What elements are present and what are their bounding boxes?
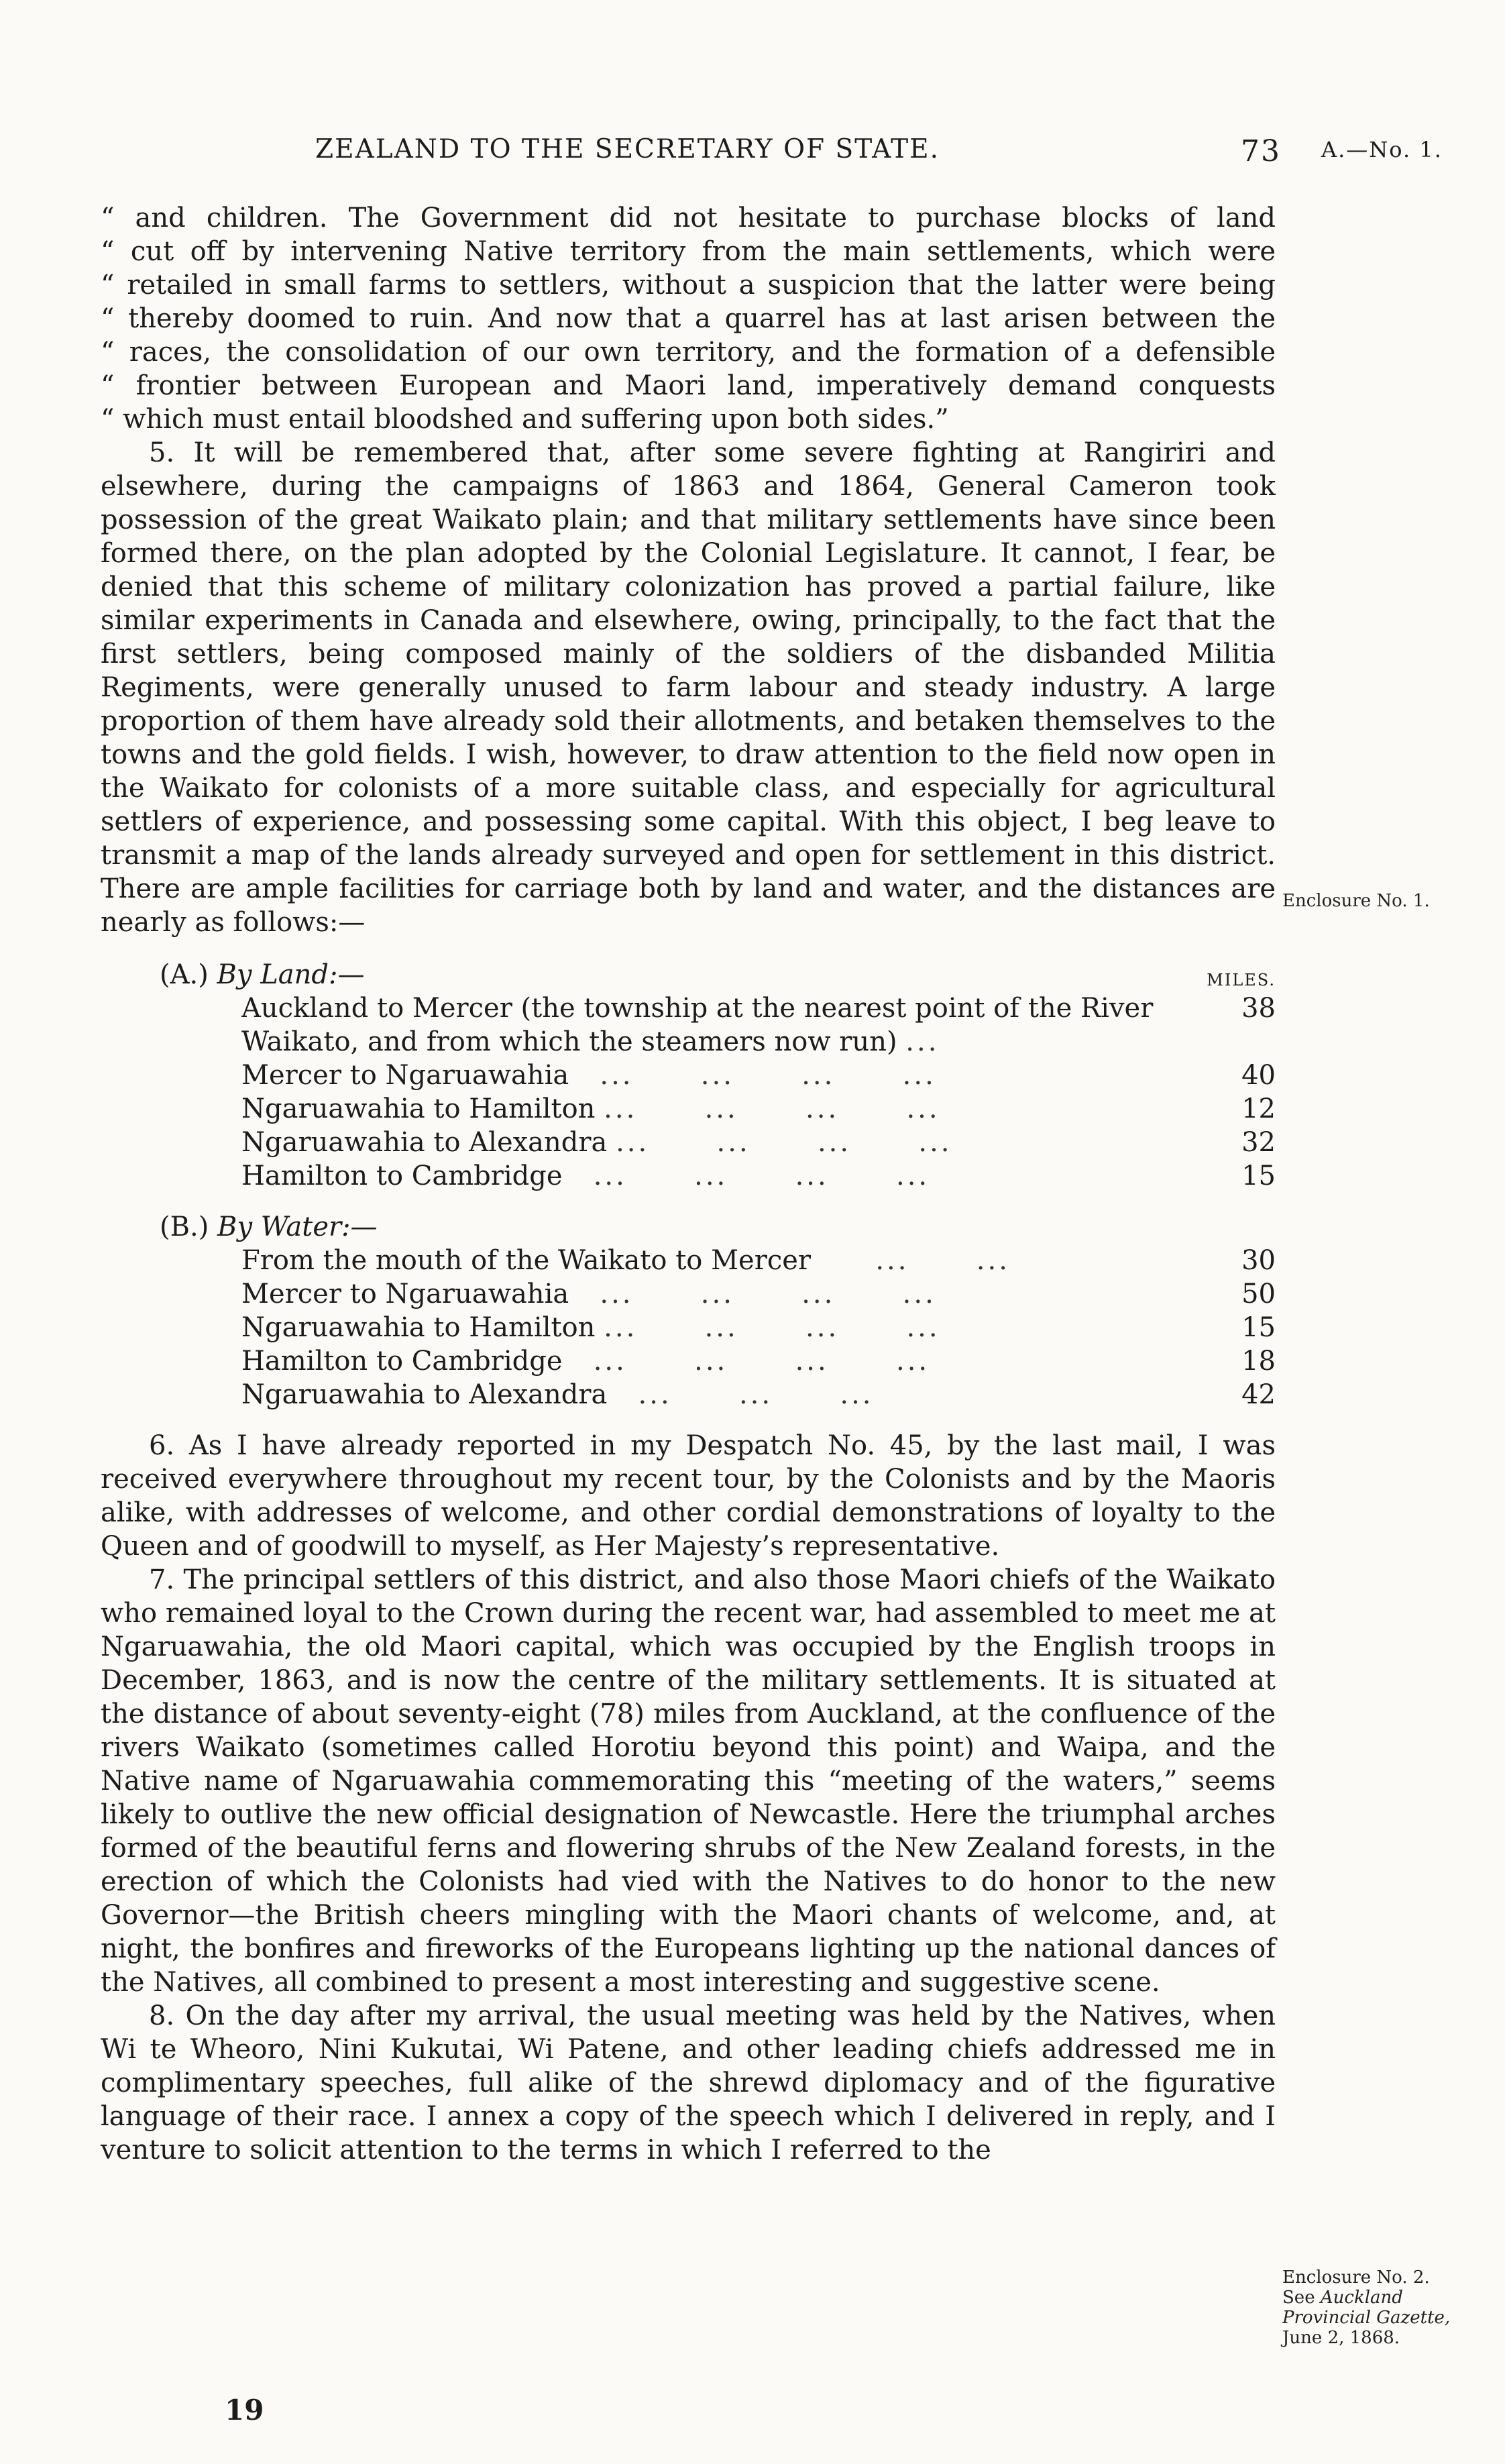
paragraph-5: 5. It will be remembered that, after some severe fighting at Rangiriri and elsewhere, during the campaigns of 1863 and 1864, General Cameron took possession of the great Waikato plain; and that military settlements have since been formed there, on the plan adopted by the Colonial Legislature. It cannot, I fear, be denied that this scheme of military colonization has proved a partial failure, like similar experiments in Canada and elsewhere, owing, principally, to the fact that the first settlers, being composed mainly of the soldiers of the disbanded Militia Regiments, were generally unused to farm labour and steady industry. A large proportion of them have already sold their allotments, and betaken themselves to the towns and the gold fields. I wish, however, to draw attention to the field now open in the Waikato for colonists of a more suitable class, and especially for agricultural settlers of experience, and possessing some capital. With this object, I beg leave to transmit a map of the lands already surveyed and open for settlement in this district. There are ample facilities for carriage both by land and water, and the distances are nearly as follows:—	[101, 437, 1276, 938]
table-row: Ngaruawahia to Alexandra ... ... ... ... 32	[241, 1127, 1276, 1158]
quote-line: “ frontier between European and Maori land, imperatively demand conquests	[101, 370, 1276, 401]
table-row: Mercer to Ngaruawahia ... ... ... ... 50	[241, 1279, 1276, 1309]
document-reference: A.—No. 1.	[1321, 137, 1443, 162]
quote-line: “ races, the consolidation of our own territory, and the formation of a defensible	[101, 337, 1276, 368]
quote-line: “ retailed in small farms to settlers, without a suspicion that the latter were being	[101, 270, 1276, 301]
table-row: Ngaruawahia to Hamilton ... ... ... ... 15	[241, 1312, 1276, 1343]
margin-note-enclosure-2: Enclosure No. 2. See Auckland Provincial Gazette, June 2, 1868.	[1282, 2267, 1451, 2348]
table-row: Ngaruawahia to Hamilton ... ... ... ... 12	[241, 1093, 1276, 1124]
quotation-block	[101, 201, 1276, 436]
quote-line: “ and children. The Government did not hesitate to purchase blocks of land	[101, 203, 1276, 233]
paragraph-6: 6. As I have already reported in my Despatch No. 45, by the last mail, I was received everywhere throughout my recent tour, by the Colonists and by the Maoris alike, with addresses of welcome, and other cordial demonstrations of loyalty to the Queen and of goodwill to myself, as Her Majesty’s representative.	[101, 1430, 1276, 1562]
paragraph-7: 7. The principal settlers of this district, and also those Maori chiefs of the Waikato who remained loyal to the Crown during the recent war, had assembled to meet me at Ngaruawahia, the old Maori capital, which was occupied by the English troops in December, 1863, and is now the centre of the military settlements. It is situated at the distance of about seventy-eight (78) miles from Auckland, at the confluence of the rivers Waikato (sometimes called Horotiu beyond this point) and Waipa, and the Native name of Ngaruawahia commemorating this “meeting of the waters,” seems likely to outlive the new official designation of Newcastle. Here the triumphal arches formed of the beautiful ferns and flowering shrubs of the New Zealand forests, in the erection of which the Colonists had vied with the Natives to do honor to the new Governor—the British cheers mingling with the Maori chants of welcome, and, at night, the bonfires and fireworks of the Europeans lighting up the national dances of the Natives, all combined to present a most interesting and suggestive scene.	[101, 1564, 1276, 1998]
quote-line: “ thereby doomed to ruin. And now that a quarrel has at last arisen between the	[101, 303, 1276, 334]
page-header	[315, 134, 1455, 174]
table-row: Auckland to Mercer (the township at the nearest point of the River Waikato, and from which the steamers now run) ... 38	[241, 993, 1276, 1057]
table-row: Hamilton to Cambridge ... ... ... ... 15	[241, 1161, 1276, 1191]
miles-column-header: MILES.	[1207, 971, 1276, 989]
quote-line: “ cut off by intervening Native territory from the main settlements, which were	[101, 236, 1276, 267]
quote-line: “ which must entail bloodshed and suffering upon both sides.”	[101, 404, 949, 435]
land-section-heading: (A.) By Land:— MILES.	[101, 958, 1276, 992]
body-text	[101, 201, 1276, 2167]
margin-note-enclosure-1: Enclosure No. 1.	[1282, 891, 1430, 911]
table-row: Mercer to Ngaruawahia ... ... ... ... 40	[241, 1060, 1276, 1091]
running-title: ZEALAND TO THE SECRETARY OF STATE.	[315, 134, 940, 164]
paragraph-8: 8. On the day after my arrival, the usual meeting was held by the Natives, when Wi te Wheoro, Nini Kukutai, Wi Patene, and other leading chiefs addressed me in complimentary speeches, full alike of the shrewd diplomacy and of the figurative language of their race. I annex a copy of the speech which I delivered in reply, and I venture to solicit attention to the terms in which I referred to the	[101, 2000, 1276, 2165]
signature-folio: 19	[225, 2394, 264, 2426]
table-row: From the mouth of the Waikato to Mercer ... ... 30	[241, 1245, 1276, 1276]
distance-table	[101, 958, 1276, 1411]
table-row: Hamilton to Cambridge ... ... ... ... 18	[241, 1346, 1276, 1377]
water-section-heading: (B.) By Water:—	[160, 1212, 378, 1242]
page-number: 73	[1241, 134, 1281, 168]
table-row: Ngaruawahia to Alexandra ... ... ... 42	[241, 1379, 1276, 1410]
